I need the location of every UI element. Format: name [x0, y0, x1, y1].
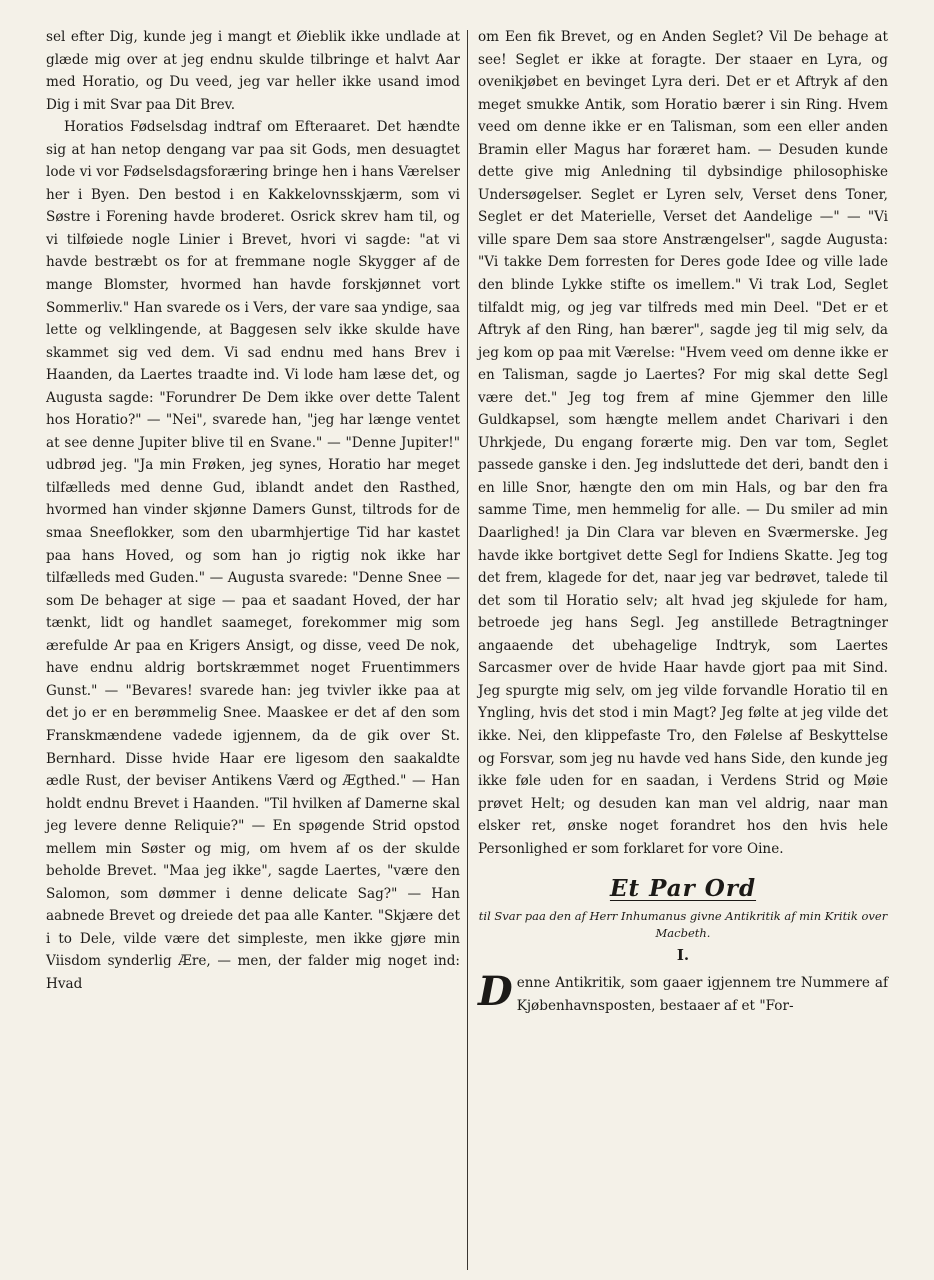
article-dropcap: D [478, 968, 513, 1016]
left-paragraph-2: Horatios Fødselsdag indtraf om Efteraaret. Det hændte sig at han netop dengang var paa sit Gods, men desuagtet lode vi vor Fødselsdagsforæring bringe hen i hans Værelser her i Byen. Den bestod i en Kakkelovnsskjærm, som vi Søstre i Forening havde broderet. Osrick skrev ham til, og vi tilføiede nogle Linier i Brevet, hvori vi sagde: "at vi havde bestræbt os for at fremmane nogle Skygger af de mange Blomster, hvormed han havde forskjønnet vort Sommerliv." Han svarede os i Vers, der vare saa yndige, saa lette og velklingende, at Baggesen selv ikke skulde have skammet sig ved dem. Vi sad endnu med hans Brev i Haanden, da Laertes traadte ind. Vi lode ham læse det, og Augusta sagde: "Forundrer De Dem ikke over dette Talent hos Horatio?" — "Nei", svarede han, "jeg har længe ventet at see denne Jupiter blive til en Svane." — "Denne Jupiter!" udbrød jeg. "Ja min Frøken, jeg synes, Horatio har meget tilfælleds med denne Gud, iblandt andet den Rasthed, hvormed han vinder skjønne Damers Gunst, tiltrods for de smaa Sneeflokker, som den ubarmhjertige Tid har kastet paa hans Hoved, og som han jo rigtig nok ikke har tilfælleds med Guden." — Augusta svarede: "Denne Snee — som De behager at sige — paa et saadant Hoved, der har tænkt, lidt og handlet saameget, forekommer mig som ærefulde Ar paa en Krigers Ansigt, og disse, veed De nok, have endnu aldrig bortskræmmet noget Fruentimmers Gunst." — "Bevares! svarede han: jeg tvivler ikke paa at det jo er en berømmelig Snee. Maaskee er det af den som Franskmændene vadede igjennem, da de gik over St. Bernhard. Disse hvide Haar ere ligesom den saakaldte ædle Rust, der beviser Antikens Værd og Ægthed." — Han holdt endnu Brevet i Haanden. "Til hvilken af Damerne skal jeg levere denne Reliquie?" — En spøgende Strid opstod mellem min Søster og mig, om hvem af os der skulde beholde Brevet. "Maa jeg ikke", sagde Laertes, "være den Salomon, som dømmer i denne delicate Sag?" — Han aabnede Brevet og dreiede det paa alle Kanter. "Skjære det i to Dele, vilde være det simpleste, men ikke gjøre min Viisdom synderlig Ære, — men, der falder mig noget ind: Hvad [46, 119, 460, 992]
left-column [46, 26, 460, 996]
article-section-number: I. [676, 946, 690, 965]
right-continued-paragraph: om Een fik Brevet, og en Anden Seglet? Vil De behage at see! Seglet er ikke at foragte. Der staaer en Lyra, og ovenikjøbet en bevinget Lyra deri. Det er et Aftryk af den meget smukke Antik, som Horatio bærer i sin Ring. Hvem veed om denne ikke er en Talisman, som een eller anden Bramin eller Magus har foræret ham. — Desuden kunde dette give mig Anledning til dybsindige philosophiske Undersøgelser. Seglet er Lyren selv, Verset dens Toner, Seglet er det Materielle, Verset det Aandelige —" — "Vi ville spare Dem saa store Anstrængelser", sagde Augusta: "Vi takke Dem forresten for Deres gode Idee og ville lade den blinde Lykke stifte os imellem." Vi trak Lod, Seglet tilfaldt mig, og jeg var tilfreds med min Deel. "Det er et Aftryk af den Ring, han bærer", sagde jeg til mig selv, da jeg kom op paa mit Værelse: "Hvem veed om denne ikke er en Talisman, sagde jo Laertes? For mig skal dette Segl være det." Jeg tog frem af mine Gjemmer den lille Guldkapsel, som hængte mellem andet Charivari i den Uhrkjede, Du engang forærte mig. Den var tom, Seglet passede ganske i den. Jeg indsluttede det deri, bandt den i en lille Snor, hængte den om min Hals, og bar den fra samme Time, men hemmelig for alle. — Du smiler ad min Daarlighed! ja Din Clara var bleven en Sværmerske. Jeg havde ikke bortgivet dette Segl for Indiens Skatte. Jeg tog det frem, klagede for det, naar jeg var bedrøvet, talede til det som til Horatio selv; alt hvad jeg skjulede for ham, betroede jeg hans Segl. Jeg anstillede Betragtninger angaaende det ubehagelige Indtryk, som Laertes Sarcasmer over de hvide Haar havde gjort paa mit Sind. Jeg spurgte mig selv, om jeg vilde forvandle Horatio til en Yngling, hvis det stod i min Magt? Jeg følte at jeg vilde det ikke. Nei, den klippefaste Tro, den Følelse af Beskyttelse og Forsvar, som jeg nu havde ved hans Side, den kunde jeg ikke føle uden for en saadan, i Verdens Strid og Møie prøvet Helt; og desuden kan man vel aldrig, naar man elsker ret, ønske noget forandret hos den hvis hele Personlighed er som forklaret for vore Oine. [478, 29, 888, 857]
article-text: enne Antikritik, som gaaer igjennem tre Nummere af Kjøbenhavnsposten, bestaaer af et "For- [516, 975, 888, 1014]
article-et-par-ord [478, 874, 888, 1017]
column-divider [467, 30, 468, 1270]
article-subtitle: til Svar paa den af Herr Inhumanus givne Antikritik af min Kritik over Macbeth. [478, 909, 888, 941]
article-title: Et Par Ord [609, 875, 757, 903]
article-body [478, 968, 888, 1017]
left-paragraph-1: sel efter Dig, kunde jeg i mangt et Øieblik ikke undlade at glæde mig over at jeg endnu skulde tilbringe et halvt Aar med Horatio, og Du veed, jeg var heller ikke usand imod Dig i mit Svar paa Dit Brev. [46, 29, 460, 113]
right-column [478, 26, 888, 1017]
